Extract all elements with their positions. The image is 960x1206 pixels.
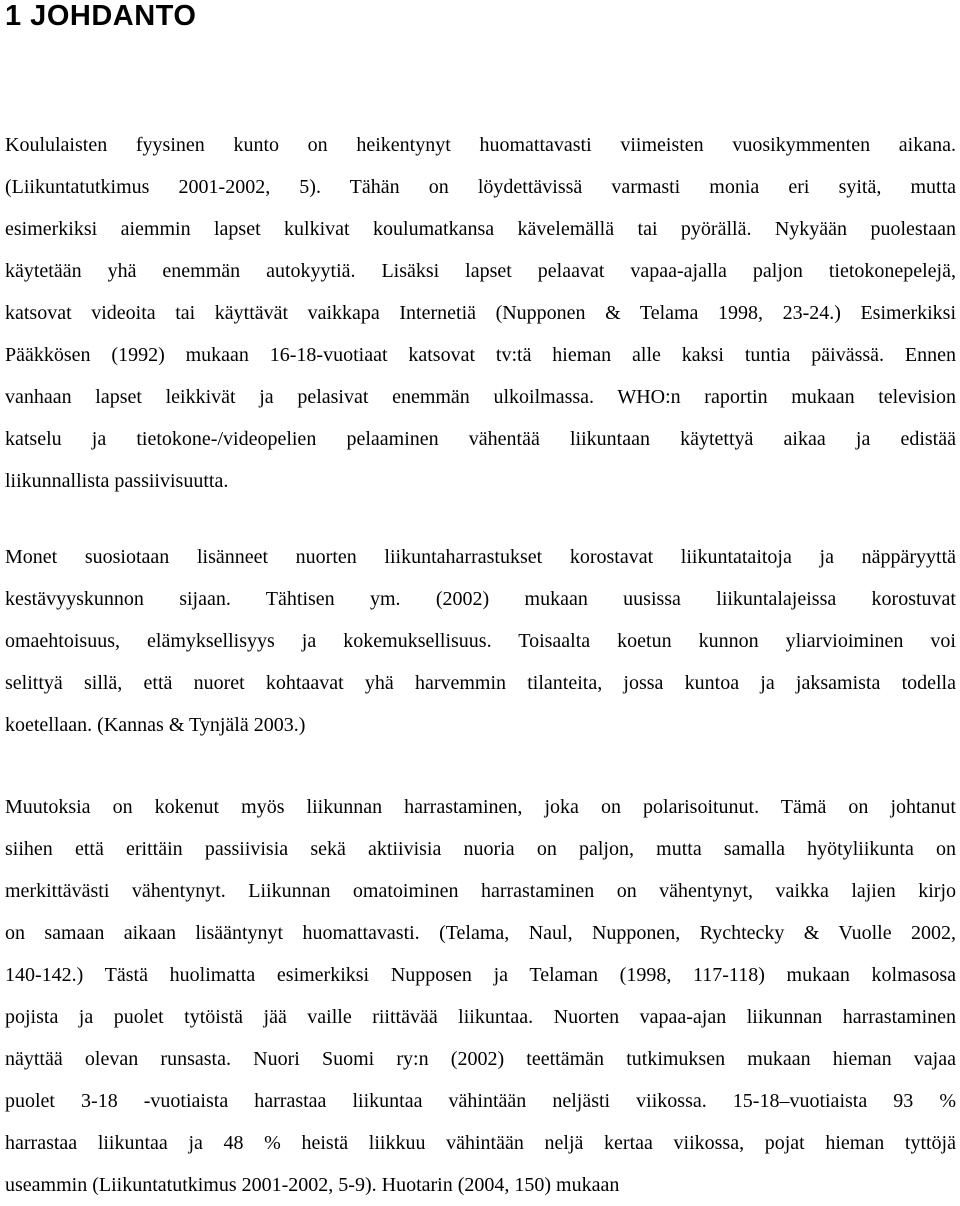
paragraph-1 [5,124,956,502]
paragraph-3 [5,786,956,1206]
text-line: Koululaisten fyysinen kunto on heikentynyt huomattavasti viimeisten vuosikymmenten aikana. [5,134,956,156]
text-line: käytetään yhä enemmän autokyytiä. Lisäksi lapset pelaavat vapaa-ajalla paljon tietokonepelejä, [5,260,956,282]
text-line: näyttää olevan runsasta. Nuori Suomi ry:n (2002) teettämän tutkimuksen mukaan hieman vajaa [5,1048,956,1070]
text-line: omaehtoisuus, elämyksellisyys ja kokemuksellisuus. Toisaalta koetun kunnon yliarvioiminen voi [5,630,956,652]
text-line: puolet 3-18 -vuotiaista harrastaa liikuntaa vähintään neljästi viikossa. 15-18–vuotiaista 93 % [5,1090,956,1112]
text-line: Muutoksia on kokenut myös liikunnan harrastaminen, joka on polarisoitunut. Tämä on johtanut [5,796,956,818]
text-line: harrastaa liikuntaa ja 48 % heistä liikkuu vähintään neljä kertaa viikossa, pojat hieman tyttöjä [5,1132,956,1154]
text-line: (Liikuntatutkimus 2001-2002, 5). Tähän on löydettävissä varmasti monia eri syitä, mutta [5,176,956,198]
text-line: merkittävästi vähentynyt. Liikunnan omatoiminen harrastaminen on vähentynyt, vaikka lajien kirjo [5,880,956,902]
text-line: katsovat videoita tai käyttävät vaikkapa Internetiä (Nupponen & Telama 1998, 23-24.) Esimerkiksi [5,302,956,324]
text-line: useammin (Liikuntatutkimus 2001-2002, 5-9). Huotarin (2004, 150) mukaan [5,1174,620,1196]
text-line: koetellaan. (Kannas & Tynjälä 2003.) [5,714,306,736]
text-line: on samaan aikaan lisääntynyt huomattavasti. (Telama, Naul, Nupponen, Rychtecky & Vuolle 2002, [5,922,956,944]
text-line: Monet suosiotaan lisänneet nuorten liikuntaharrastukset korostavat liikuntataitoja ja näppäryyttä [5,546,956,568]
text-line: pojista ja puolet tytöistä jää vaille riittävää liikuntaa. Nuorten vapaa-ajan liikunnan harrastaminen [5,1006,956,1028]
text-line: siihen että erittäin passiivisia sekä aktiivisia nuoria on paljon, mutta samalla hyötyliikunta on [5,838,956,860]
text-line: 140-142.) Tästä huolimatta esimerkiksi Nupposen ja Telaman (1998, 117-118) mukaan kolmasosa [5,964,956,986]
paragraph-2 [5,536,956,746]
text-line: katselu ja tietokone-/videopelien pelaaminen vähentää liikuntaan käytettyä aikaa ja edistää [5,428,956,450]
chapter-heading: 1 JOHDANTO [5,0,197,32]
text-line: liikunnallista passiivisuutta. [5,470,229,492]
text-line: kestävyyskunnon sijaan. Tähtisen ym. (2002) mukaan uusissa liikuntalajeissa korostuvat [5,588,956,610]
text-line: selittyä sillä, että nuoret kohtaavat yhä harvemmin tilanteita, jossa kuntoa ja jaksamista todella [5,672,956,694]
text-line: vanhaan lapset leikkivät ja pelasivat enemmän ulkoilmassa. WHO:n raportin mukaan television [5,386,956,408]
text-line: esimerkiksi aiemmin lapset kulkivat koulumatkansa kävelemällä tai pyörällä. Nykyään puolestaan [5,218,956,240]
text-line: Pääkkösen (1992) mukaan 16-18-vuotiaat katsovat tv:tä hieman alle kaksi tuntia päivässä. Ennen [5,344,956,366]
